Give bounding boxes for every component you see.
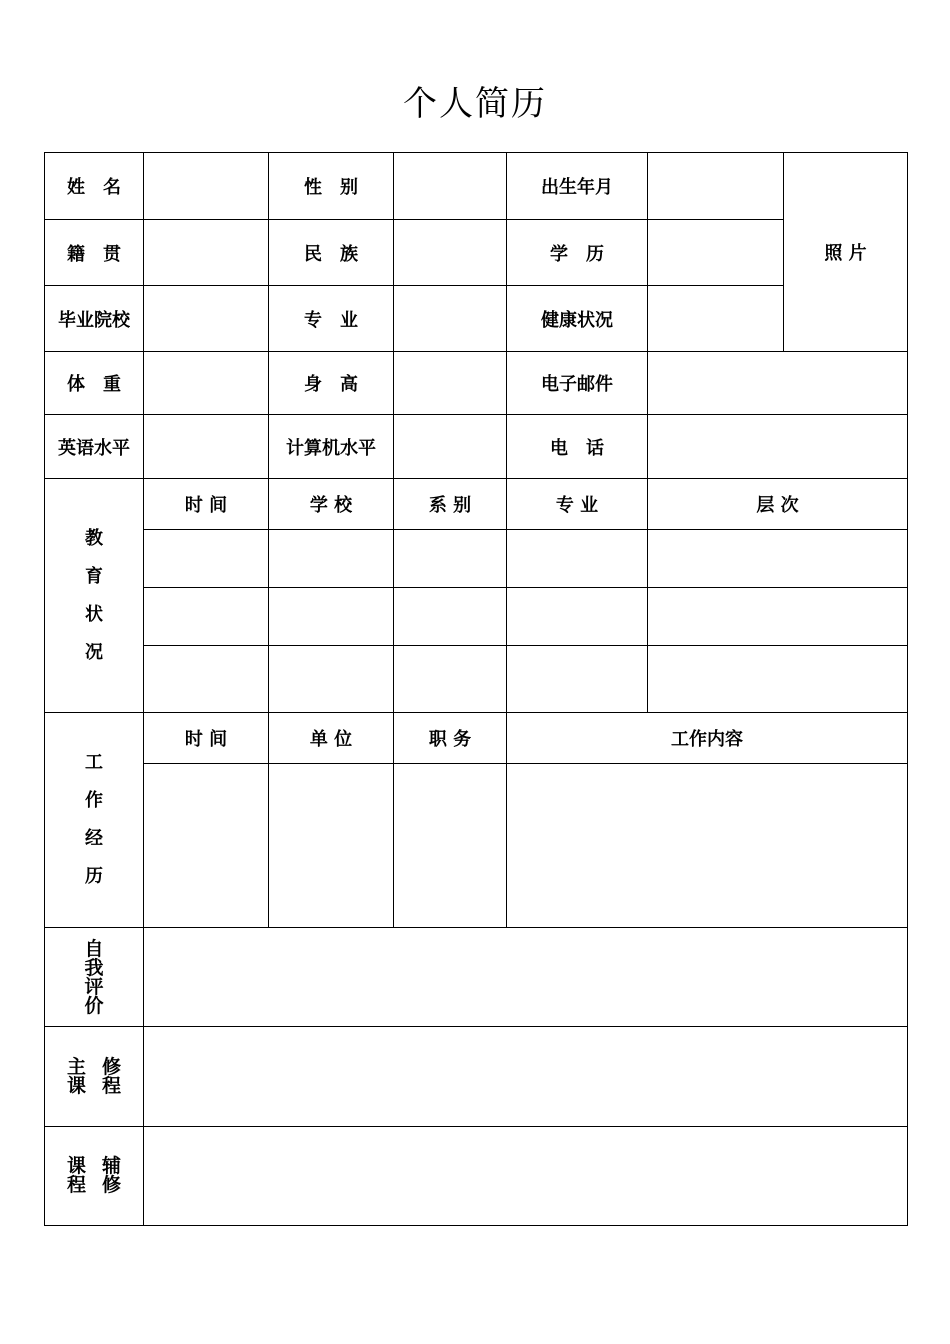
- education-cell[interactable]: [144, 588, 269, 646]
- email-label: 电子邮件: [507, 352, 648, 415]
- graduate-school-label: 毕业院校: [45, 286, 144, 352]
- work-header-time: 时 间: [144, 713, 269, 764]
- computer-level-field[interactable]: [394, 415, 507, 479]
- education-cell[interactable]: [394, 588, 507, 646]
- self-evaluation-label: [45, 928, 144, 1027]
- minor-courses-label: [45, 1127, 144, 1226]
- work-header-employer: 单 位: [269, 713, 394, 764]
- phone-field[interactable]: [648, 415, 908, 479]
- education-section-label: [45, 479, 144, 713]
- education-cell[interactable]: [507, 588, 648, 646]
- education-cell[interactable]: [648, 530, 908, 588]
- height-field[interactable]: [394, 352, 507, 415]
- minor-courses-field[interactable]: [144, 1127, 908, 1226]
- work-char: 作: [85, 790, 103, 811]
- work-char: 经: [85, 828, 103, 849]
- education-cell[interactable]: [394, 646, 507, 713]
- photo-cell[interactable]: 照 片: [784, 153, 908, 352]
- work-cell[interactable]: [394, 764, 507, 928]
- education-header-school: 学 校: [269, 479, 394, 530]
- minor-courses-char: 课: [66, 1155, 86, 1177]
- work-section-label: [45, 713, 144, 928]
- education-header-level: 层 次: [648, 479, 908, 530]
- health-field[interactable]: [648, 286, 784, 352]
- education-cell[interactable]: [507, 646, 648, 713]
- education-cell[interactable]: [394, 530, 507, 588]
- education-cell[interactable]: [648, 646, 908, 713]
- birth-field[interactable]: [648, 153, 784, 220]
- ethnicity-label: 民 族: [269, 220, 394, 286]
- gender-label: 性 别: [269, 153, 394, 220]
- major-field[interactable]: [394, 286, 507, 352]
- education-char: 育: [85, 565, 103, 587]
- education-char: 况: [85, 641, 103, 663]
- main-courses-char: 课: [66, 1074, 86, 1097]
- main-courses-char: 修: [101, 1055, 121, 1078]
- page-title: 个人简历: [403, 84, 547, 124]
- education-header-major: 专 业: [507, 479, 648, 530]
- degree-field[interactable]: [648, 220, 784, 286]
- english-level-label: 英语水平: [45, 415, 144, 479]
- table-row: [45, 530, 908, 588]
- education-cell[interactable]: [507, 530, 648, 588]
- main-courses-field[interactable]: [144, 1027, 908, 1127]
- education-header-department: 系 别: [394, 479, 507, 530]
- work-header-content: 工作内容: [507, 713, 908, 764]
- minor-courses-char: 修: [101, 1174, 121, 1196]
- education-cell[interactable]: [144, 646, 269, 713]
- weight-label: 体 重: [45, 352, 144, 415]
- self-evaluation-field[interactable]: [144, 928, 908, 1027]
- education-cell[interactable]: [269, 646, 394, 713]
- phone-label: 电 话: [507, 415, 648, 479]
- major-label: 专 业: [269, 286, 394, 352]
- work-header-position: 职 务: [394, 713, 507, 764]
- education-cell[interactable]: [269, 588, 394, 646]
- graduate-school-field[interactable]: [144, 286, 269, 352]
- resume-table: [44, 152, 908, 1226]
- english-level-field[interactable]: [144, 415, 269, 479]
- self-eval-char: 评: [84, 975, 104, 998]
- self-eval-char: 我: [84, 956, 104, 979]
- ethnicity-field[interactable]: [394, 220, 507, 286]
- self-eval-char: 价: [84, 994, 104, 1017]
- gender-field[interactable]: [394, 153, 507, 220]
- table-row: [45, 764, 908, 928]
- self-eval-char: 自: [84, 937, 104, 960]
- education-cell[interactable]: [648, 588, 908, 646]
- education-cell[interactable]: [269, 530, 394, 588]
- height-label: 身 高: [269, 352, 394, 415]
- health-label: 健康状况: [507, 286, 648, 352]
- native-place-label: 籍 贯: [45, 220, 144, 286]
- table-row: [45, 588, 908, 646]
- main-courses-char: 主: [66, 1055, 86, 1078]
- weight-field[interactable]: [144, 352, 269, 415]
- work-char: 历: [85, 866, 103, 887]
- computer-level-label: 计算机水平: [269, 415, 394, 479]
- work-cell[interactable]: [144, 764, 269, 928]
- native-place-field[interactable]: [144, 220, 269, 286]
- minor-courses-char: 辅: [101, 1155, 121, 1177]
- degree-label: 学 历: [507, 220, 648, 286]
- work-content-cell[interactable]: [507, 764, 908, 928]
- education-cell[interactable]: [144, 530, 269, 588]
- education-char: 状: [85, 603, 103, 625]
- main-courses-label: [45, 1027, 144, 1127]
- email-field[interactable]: [648, 352, 908, 415]
- table-row: [45, 646, 908, 713]
- name-label: 姓 名: [45, 153, 144, 220]
- main-courses-char: 程: [101, 1074, 121, 1097]
- education-char: 教: [85, 527, 103, 549]
- name-field[interactable]: [144, 153, 269, 220]
- minor-courses-char: 程: [66, 1174, 86, 1196]
- work-char: 工: [85, 752, 103, 773]
- work-cell[interactable]: [269, 764, 394, 928]
- birth-label: 出生年月: [507, 153, 648, 220]
- education-header-time: 时 间: [144, 479, 269, 530]
